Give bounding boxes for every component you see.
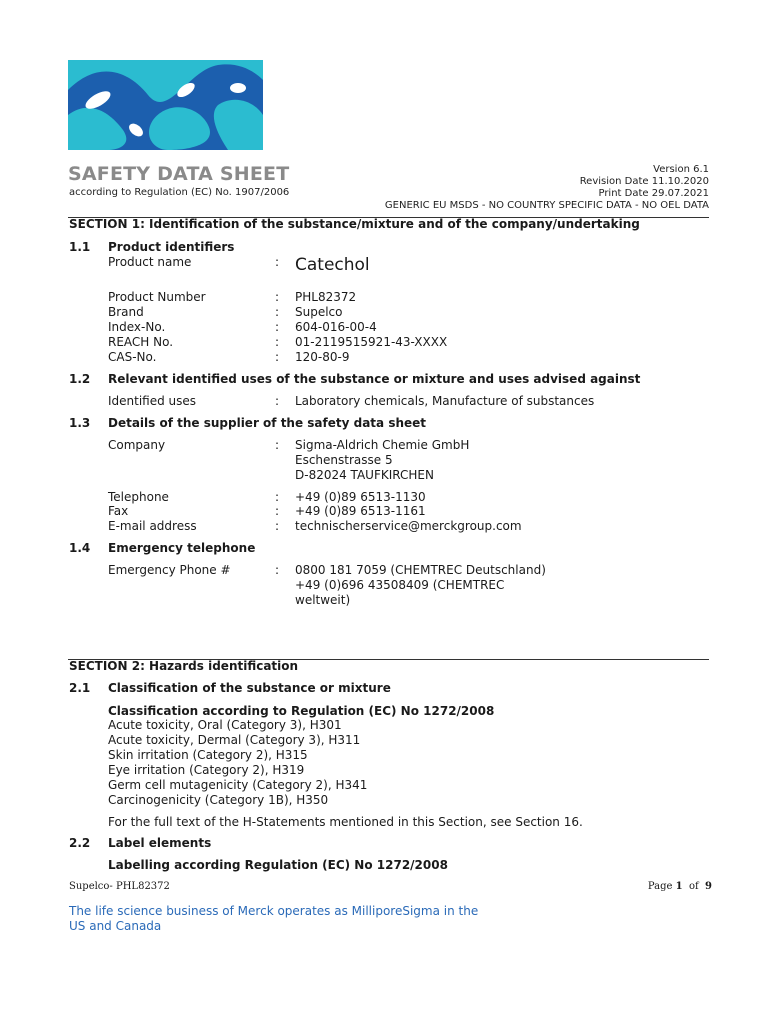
brand-label: Brand xyxy=(108,305,144,319)
emergency-line-3: weltweit) xyxy=(295,593,351,607)
company-tagline: The life science business of Merck operates as MilliporeSigma in the US and Canada xyxy=(69,904,479,933)
telephone-value: +49 (0)89 6513-1130 xyxy=(295,490,426,504)
s21-heading: Classification of the substance or mixture xyxy=(108,681,391,695)
generic-note: GENERIC EU MSDS - NO COUNTRY SPECIFIC DATA - NO OEL DATA xyxy=(384,200,709,211)
fax-value: +49 (0)89 6513-1161 xyxy=(295,504,426,518)
colon: : xyxy=(275,519,280,533)
s22-number: 2.2 xyxy=(69,836,91,850)
product-name-value: Catechol xyxy=(295,255,370,275)
hazard-item: Germ cell mutagenicity (Category 2), H341 xyxy=(108,778,368,792)
colon: : xyxy=(275,438,280,452)
footer-product-ref: Supelco- PHL82372 xyxy=(69,881,170,892)
product-name-label: Product name xyxy=(108,255,192,269)
company-city: D-82024 TAUFKIRCHEN xyxy=(295,468,434,482)
s11-heading: Product identifiers xyxy=(108,240,235,254)
merck-logo xyxy=(68,60,263,150)
hazard-item: Skin irritation (Category 2), H315 xyxy=(108,748,308,762)
cas-no-label: CAS-No. xyxy=(108,350,157,364)
product-number-value: PHL82372 xyxy=(295,290,357,304)
colon: : xyxy=(275,350,280,364)
emergency-line-1: 0800 181 7059 (CHEMTREC Deutschland) xyxy=(295,563,546,577)
colon: : xyxy=(275,290,280,304)
fax-label: Fax xyxy=(108,504,129,518)
s12-number: 1.2 xyxy=(69,372,91,386)
identified-uses-value: Laboratory chemicals, Manufacture of substances xyxy=(295,394,595,408)
colon: : xyxy=(275,335,280,349)
page-total: 9 xyxy=(705,881,712,892)
colon: : xyxy=(275,320,280,334)
of-word: of xyxy=(688,881,699,892)
document-title: SAFETY DATA SHEET xyxy=(68,163,290,185)
company-label: Company xyxy=(108,438,166,452)
email-value: technischerservice@merckgroup.com xyxy=(295,519,522,533)
emergency-phone-label: Emergency Phone # xyxy=(108,563,231,577)
telephone-label: Telephone xyxy=(108,490,169,504)
hazard-item: Acute toxicity, Oral (Category 3), H301 xyxy=(108,718,342,732)
brand-value: Supelco xyxy=(295,305,343,319)
index-no-value: 604-016-00-4 xyxy=(295,320,377,334)
s13-number: 1.3 xyxy=(69,416,91,430)
emergency-line-2: +49 (0)696 43508409 (CHEMTREC xyxy=(295,578,505,592)
revision-date: Revision Date 11.10.2020 xyxy=(579,176,709,187)
identified-uses-label: Identified uses xyxy=(108,394,197,408)
colon: : xyxy=(275,504,280,518)
page-indicator xyxy=(648,881,712,892)
reach-no-label: REACH No. xyxy=(108,335,174,349)
s22-heading: Label elements xyxy=(108,836,212,850)
h-statements-note: For the full text of the H-Statements mentioned in this Section, see Section 16. xyxy=(108,815,583,829)
hazard-item: Acute toxicity, Dermal (Category 3), H311 xyxy=(108,733,361,747)
s14-heading: Emergency telephone xyxy=(108,541,256,555)
document-meta xyxy=(385,164,709,212)
product-number-label: Product Number xyxy=(108,290,206,304)
colon: : xyxy=(275,305,280,319)
hazard-item: Eye irritation (Category 2), H319 xyxy=(108,763,305,777)
page-word: Page xyxy=(647,881,673,892)
labelling-subheading: Labelling according Regulation (EC) No 1272/2008 xyxy=(108,858,448,872)
company-street: Eschenstrasse 5 xyxy=(295,453,393,467)
s12-heading: Relevant identified uses of the substance or mixture and uses advised against xyxy=(108,372,641,386)
section2-title: SECTION 2: Hazards identification xyxy=(69,659,299,673)
s13-heading: Details of the supplier of the safety data sheet xyxy=(108,416,427,430)
index-no-label: Index-No. xyxy=(108,320,166,334)
page-number: 1 xyxy=(675,881,683,892)
cas-no-value: 120-80-9 xyxy=(295,350,350,364)
regulation-subtitle: according to Regulation (EC) No. 1907/2006 xyxy=(69,187,290,198)
email-label: E-mail address xyxy=(108,519,197,533)
colon: : xyxy=(275,394,280,408)
s21-number: 2.1 xyxy=(69,681,91,695)
section1-title: SECTION 1: Identification of the substance/mixture and of the company/undertaking xyxy=(69,217,640,231)
print-date: Print Date 29.07.2021 xyxy=(598,188,709,199)
colon: : xyxy=(275,563,280,577)
company-name: Sigma-Aldrich Chemie GmbH xyxy=(295,438,470,452)
colon: : xyxy=(275,255,280,269)
s14-number: 1.4 xyxy=(69,541,91,555)
reach-no-value: 01-2119515921-43-XXXX xyxy=(295,335,448,349)
colon: : xyxy=(275,490,280,504)
hazard-item: Carcinogenicity (Category 1B), H350 xyxy=(108,793,329,807)
classification-subheading: Classification according to Regulation (EC) No 1272/2008 xyxy=(108,704,495,718)
version-text: Version 6.1 xyxy=(653,164,709,175)
s11-number: 1.1 xyxy=(69,240,91,254)
